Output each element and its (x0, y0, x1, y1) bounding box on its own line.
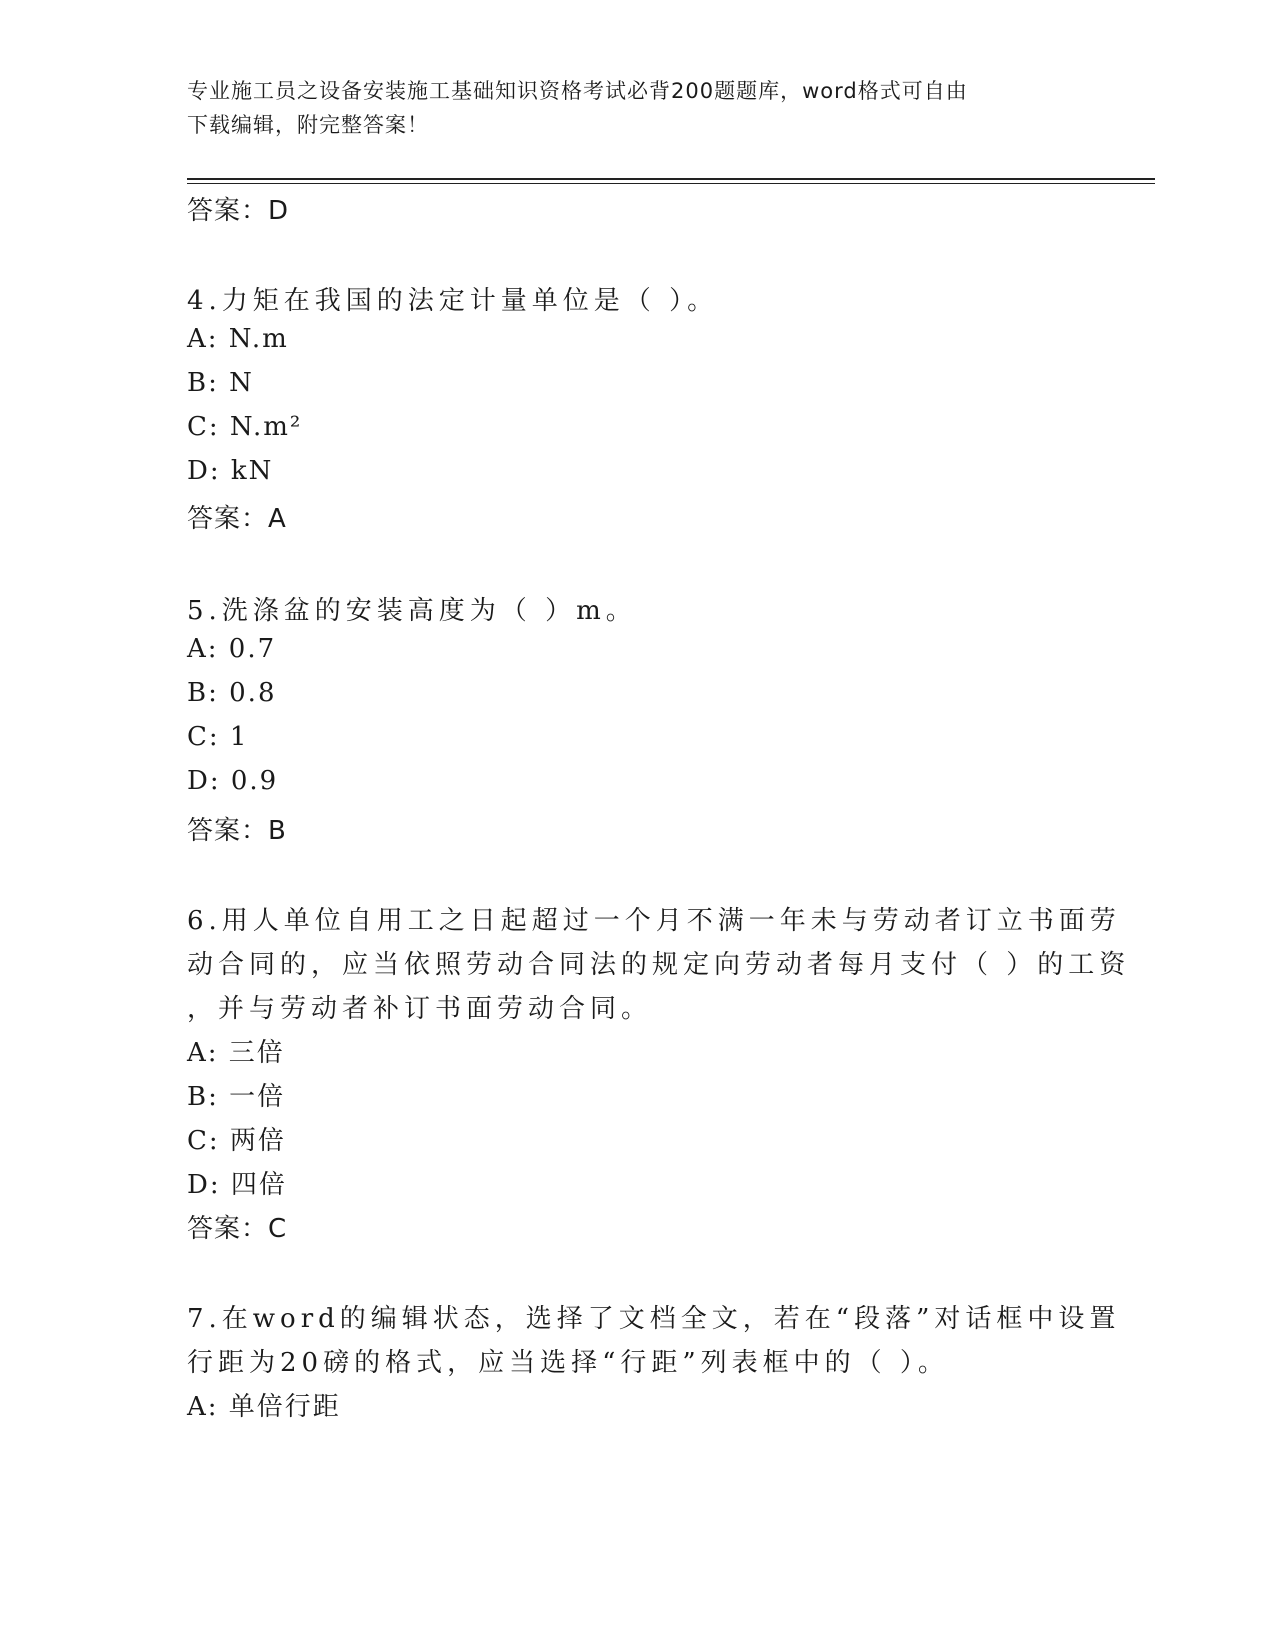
question-6-answer: 答案：C (187, 1214, 288, 1244)
question-6-option-d: D: 四倍 (187, 1170, 287, 1200)
question-6-line-3: ，并与劳动者补订书面劳动合同。 (187, 994, 653, 1024)
question-6-option-b: B: 一倍 (187, 1082, 286, 1112)
document-header (187, 74, 1087, 142)
question-4-answer: 答案：A (187, 504, 287, 534)
question-5-option-a: A: 0.7 (187, 634, 277, 664)
header-line-1: 专业施工员之设备安装施工基础知识资格考试必背200题题库，word格式可自由 (187, 79, 968, 103)
question-5-text: 5.洗涤盆的安装高度为（ ）m。 (187, 596, 637, 626)
header-rule-thick (187, 178, 1155, 180)
answer-prev: 答案：D (187, 196, 290, 226)
question-7-line-1: 7.在word的编辑状态，选择了文档全文，若在“段落”对话框中设置 (187, 1304, 1121, 1334)
question-6-option-a: A: 三倍 (187, 1038, 285, 1068)
header-rule-thin (187, 183, 1155, 184)
question-5-option-c: C: 1 (187, 722, 249, 752)
question-7-option-a: A: 单倍行距 (187, 1392, 341, 1422)
question-5-option-b: B: 0.8 (187, 678, 277, 708)
question-4-text: 4.力矩在我国的法定计量单位是（ ）。 (187, 286, 719, 316)
question-4-option-d: D: kN (187, 456, 274, 486)
question-7-line-2: 行距为20磅的格式，应当选择“行距”列表框中的（ ）。 (187, 1348, 949, 1378)
question-4-option-b: B: N (187, 368, 254, 398)
question-5-option-d: D: 0.9 (187, 766, 279, 796)
question-4-option-a: A: N.m (187, 324, 289, 354)
question-5-answer: 答案：B (187, 816, 287, 846)
question-6-line-2: 动合同的，应当依照劳动合同法的规定向劳动者每月支付（ ）的工资 (187, 950, 1131, 980)
question-6-line-1: 6.用人单位自用工之日起超过一个月不满一年未与劳动者订立书面劳 (187, 906, 1121, 936)
header-line-2: 下载编辑，附完整答案！ (187, 113, 429, 137)
question-4-option-c: C: N.m² (187, 412, 303, 442)
question-6-option-c: C: 两倍 (187, 1126, 286, 1156)
